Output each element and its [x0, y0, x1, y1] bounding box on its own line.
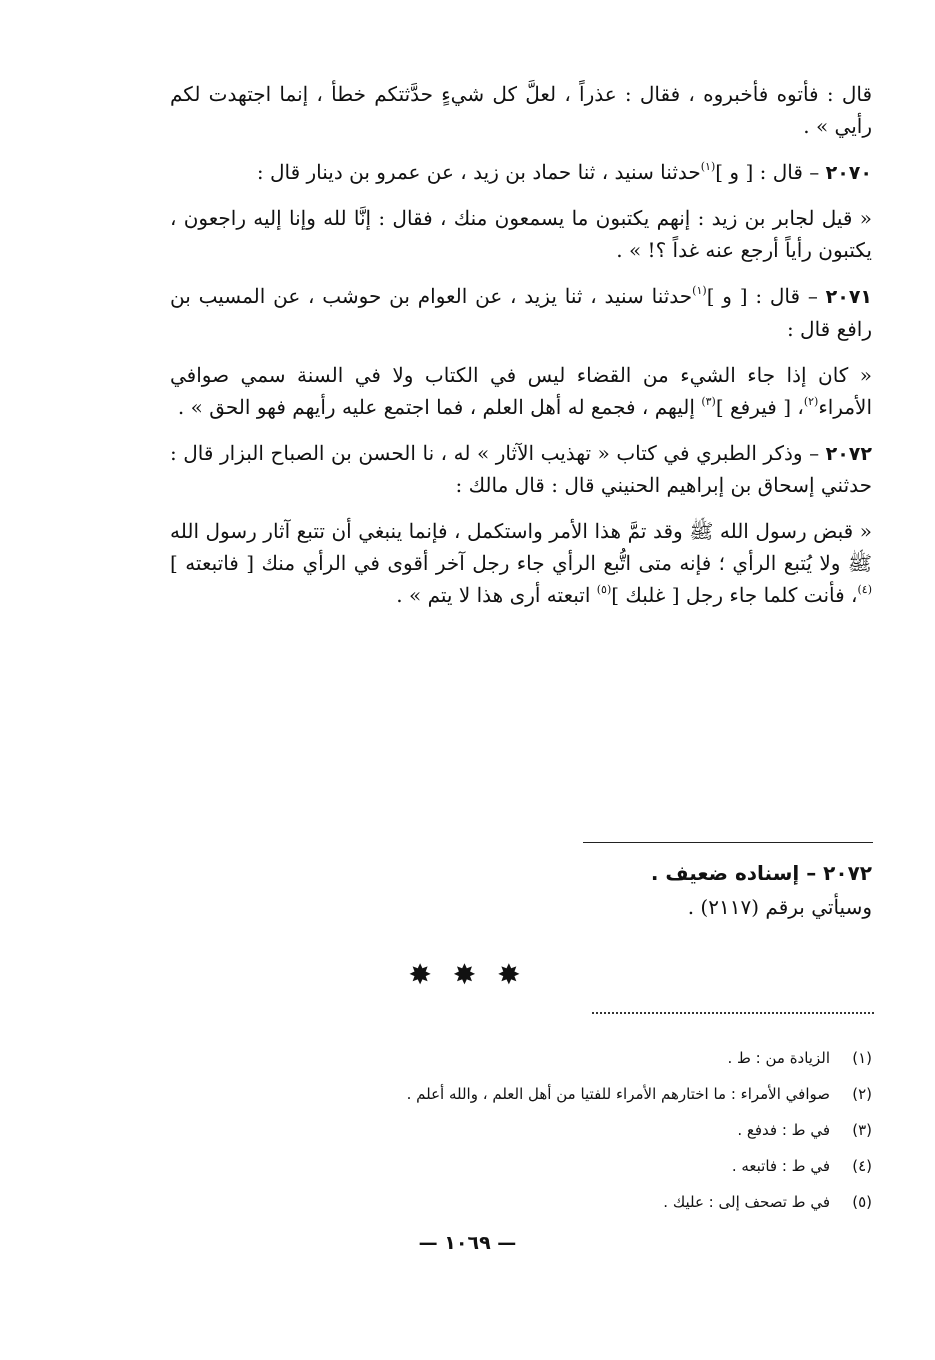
grading-text: – إسناده ضعيف . [650, 861, 824, 885]
entry-2071 [170, 280, 872, 344]
footnote-item [250, 1040, 872, 1076]
quote-text: ، فأنت كلما جاء رجل [ غلبك ] [611, 583, 858, 608]
footnote-ref: (١) [692, 284, 707, 298]
quote-2071 [170, 359, 872, 423]
footnote-ref: (٢) [803, 394, 819, 408]
grading-reference: وسيأتي برقم (٢١١٧) . [687, 895, 872, 919]
grading-number: ٢٠٧٢ [823, 861, 872, 885]
grading-heading [170, 856, 872, 890]
footnote-text: في ط تصحف إلى : عليك . [663, 1193, 830, 1211]
entry-2072 [170, 437, 872, 501]
entry-number: ٢٠٧٠ [825, 162, 872, 184]
footnote-key: (٢) [852, 1085, 872, 1103]
footnote-item [250, 1184, 872, 1220]
footnote-ref: (٥) [596, 583, 612, 597]
main-text [170, 78, 872, 625]
footnote-item [250, 1148, 872, 1184]
section-divider [583, 842, 873, 843]
quote-text: إليهم ، فجمع له أهل العلم ، فما اجتمع عليه رأيهم فهو الحق » . [177, 394, 702, 419]
paragraph-continuation: قال : فأتوه فأخبروه ، فقال : عذراً ، لعلَّ كل شيءٍ حدَّثتكم خطأ ، إنما اجتهدت لكم رأيي » . [170, 82, 872, 138]
footnote-ref: (٣) [701, 394, 716, 408]
footnote-item [250, 1112, 872, 1148]
footnote-key: (٥) [852, 1193, 872, 1211]
page-number: — ١٠٦٩ — [418, 1232, 517, 1254]
footnote-text: الزيادة من : ط . [727, 1049, 830, 1067]
entry-text: – قال : [ و ] [706, 284, 826, 309]
footnote-item [250, 1076, 872, 1112]
footnote-key: (٤) [852, 1157, 872, 1175]
footnote-ref: (٤) [857, 583, 872, 597]
quote-text: « قبض رسول الله ﷺ وقد تمَّ هذا الأمر واستكمل ، فإنما ينبغي أن تتبع آثار رسول الله ﷺ ولا يُتبع الرأي ؛ فإنه متى اتُّبع الرأي جاء رجل آخر أقوى في الرأي منك [ فاتبعته ] [170, 519, 872, 576]
entry-text: – قال : [ و ] [715, 160, 826, 184]
quote-text: اتبعته أرى هذا لا يتم » . [396, 583, 597, 608]
entry-2070 [170, 156, 872, 188]
quote-2070: « قيل لجابر بن زيد : إنهم يكتبون ما يسمعون منك ، فقال : إنَّا لله وإنا إليه راجعون ، يكتبون رأياً أرجع عنه غداً ؟! » . [170, 206, 872, 263]
entry-text: – وذكر الطبري في كتاب « تهذيب الآثار » له ، نا الحسن بن الصباح البزار قال : حدثني إسحاق بن إبراهيم الحنيني قال : قال مالك : [170, 440, 872, 498]
footnote-key: (٣) [852, 1121, 872, 1139]
footnote-text: صوافي الأمراء : ما اختارهم الأمراء للفتيا من أهل العلم ، والله أعلم . [406, 1085, 830, 1103]
footnote-text: في ط : فاتبعه . [731, 1157, 830, 1175]
grading-note [170, 856, 872, 924]
footnote-ref: (١) [700, 160, 716, 173]
quote-2072 [170, 515, 872, 611]
entry-number: ٢٠٧٢ [825, 442, 872, 465]
footnote-divider [592, 1012, 874, 1014]
footnote-text: في ط : فدفع . [737, 1121, 830, 1139]
quote-text: « كان إذا جاء الشيء من القضاء ليس في الكتاب ولا في السنة سمي صوافي الأمراء [170, 362, 872, 419]
quote-text: ، [ فيرفع ] [715, 394, 804, 419]
entry-text: حدثنا سنيد ، ثنا حماد بن زيد ، عن عمرو بن دينار قال : [256, 160, 701, 184]
star-separator: ✸ ✸ ✸ [408, 958, 527, 991]
entry-text: حدثنا سنيد ، ثنا يزيد ، عن العوام بن حوشب ، عن المسيب بن رافع قال : [170, 284, 872, 341]
entry-number: ٢٠٧١ [825, 286, 873, 309]
footnotes [250, 1040, 872, 1220]
footnote-key: (١) [852, 1049, 872, 1067]
